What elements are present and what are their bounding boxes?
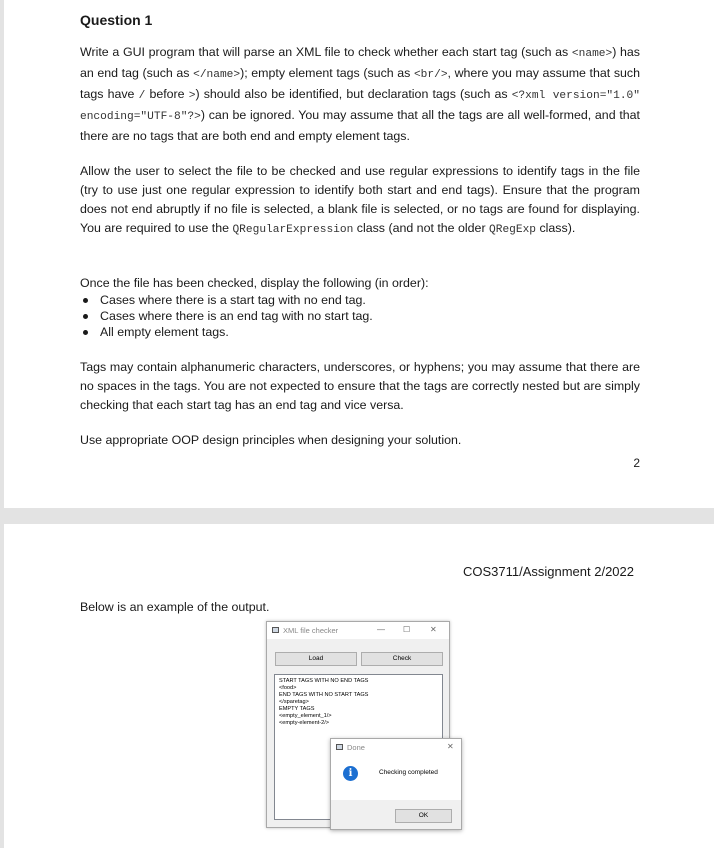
paragraph-tag-rules: Tags may contain alphanumeric characters, underscores, or hyphens; you may assume that there are no spaces in the tags. You are not expected to ensure that the tags are correctly nested but are simply checking that each start tag has an end tag and vice versa. <box>80 360 640 412</box>
text: ) can be ignored. You may assume that all the tags are all well-formed, and that there are no tags that are both end and empty element tags. <box>80 108 640 143</box>
list-item: Cases where there is a start tag with no end tag. <box>80 292 640 308</box>
dialog-message: Checking completed <box>379 769 438 776</box>
done-dialog <box>330 738 462 830</box>
output-line: EMPTY TAGS <box>279 706 315 712</box>
code-br-tag: <br/> <box>413 69 448 81</box>
code-end-tag: </name> <box>193 69 241 81</box>
maximize-icon[interactable]: ☐ <box>403 625 411 634</box>
code-qregexp: QRegExp <box>489 224 537 236</box>
display-order-list <box>80 292 640 340</box>
dialog-titlebar[interactable] <box>331 739 461 756</box>
text: before <box>145 87 189 101</box>
output-line: <empty_element_1/> <box>279 713 332 719</box>
dialog-app-icon <box>336 744 343 750</box>
output-line: <food> <box>279 685 297 691</box>
output-line: START TAGS WITH NO END TAGS <box>279 678 369 684</box>
app-icon <box>272 627 279 633</box>
output-line: END TAGS WITH NO START TAGS <box>279 692 369 698</box>
text: ); empty element tags (such as <box>240 66 414 80</box>
code-gt: > <box>188 90 196 102</box>
text: ) has an end tag (such as <box>80 45 641 80</box>
example-caption: Below is an example of the output. <box>80 600 270 614</box>
window-title: XML file checker <box>283 626 339 635</box>
check-button[interactable]: Check <box>361 652 443 666</box>
page-number: 2 <box>633 456 640 470</box>
code-name-tag: <name> <box>571 48 613 60</box>
document-page-2 <box>4 524 714 848</box>
close-icon[interactable]: ✕ <box>430 625 437 634</box>
text: Allow the user to select the file to be checked and use regular expressions to identify tags in the file (try to use just one regular expression to identify both start and end tags). Ensure that the program does not end abruptly if no file is selected, a blank file is selected, or no tags are found for displaying. You are required to use the <box>80 164 640 235</box>
minimize-icon[interactable]: — <box>377 625 385 634</box>
output-line: </sparetag> <box>279 699 309 705</box>
question-title: Question 1 <box>80 12 153 28</box>
code-qregularexpression: QRegularExpression <box>232 224 354 236</box>
text: , where you may assume that such tags have <box>80 66 640 101</box>
course-header: COS3711/Assignment 2/2022 <box>462 564 634 579</box>
list-item: Cases where there is an end tag with no start tag. <box>80 308 640 324</box>
load-button[interactable]: Load <box>275 652 357 666</box>
document-page-1 <box>4 0 714 508</box>
list-item: All empty element tags. <box>80 324 640 340</box>
paragraph-display-order: Once the file has been checked, display the following (in order): <box>80 276 429 290</box>
info-icon: i <box>343 766 358 781</box>
output-line: <empty-element-2/> <box>279 720 330 726</box>
dialog-message-area <box>331 756 461 800</box>
paragraph-oop: Use appropriate OOP design principles when designing your solution. <box>80 433 462 447</box>
dialog-close-icon[interactable]: ✕ <box>447 742 454 751</box>
code-slash: / <box>138 90 146 102</box>
text: Write a GUI program that will parse an XML file to check whether each start tag (such as <box>80 45 572 59</box>
code-xml-declaration: <?xml version="1.0" encoding="UTF-8"?> <box>80 90 640 123</box>
text: class (and not the older <box>353 221 490 235</box>
dialog-title: Done <box>347 743 365 752</box>
text: ) should also be identified, but declaration tags (such as <box>195 87 512 101</box>
window-titlebar[interactable] <box>267 622 449 639</box>
ok-button[interactable]: OK <box>395 809 452 823</box>
text: class). <box>536 221 576 235</box>
paragraph-file-selection <box>80 162 640 240</box>
paragraph-requirements <box>80 43 640 146</box>
